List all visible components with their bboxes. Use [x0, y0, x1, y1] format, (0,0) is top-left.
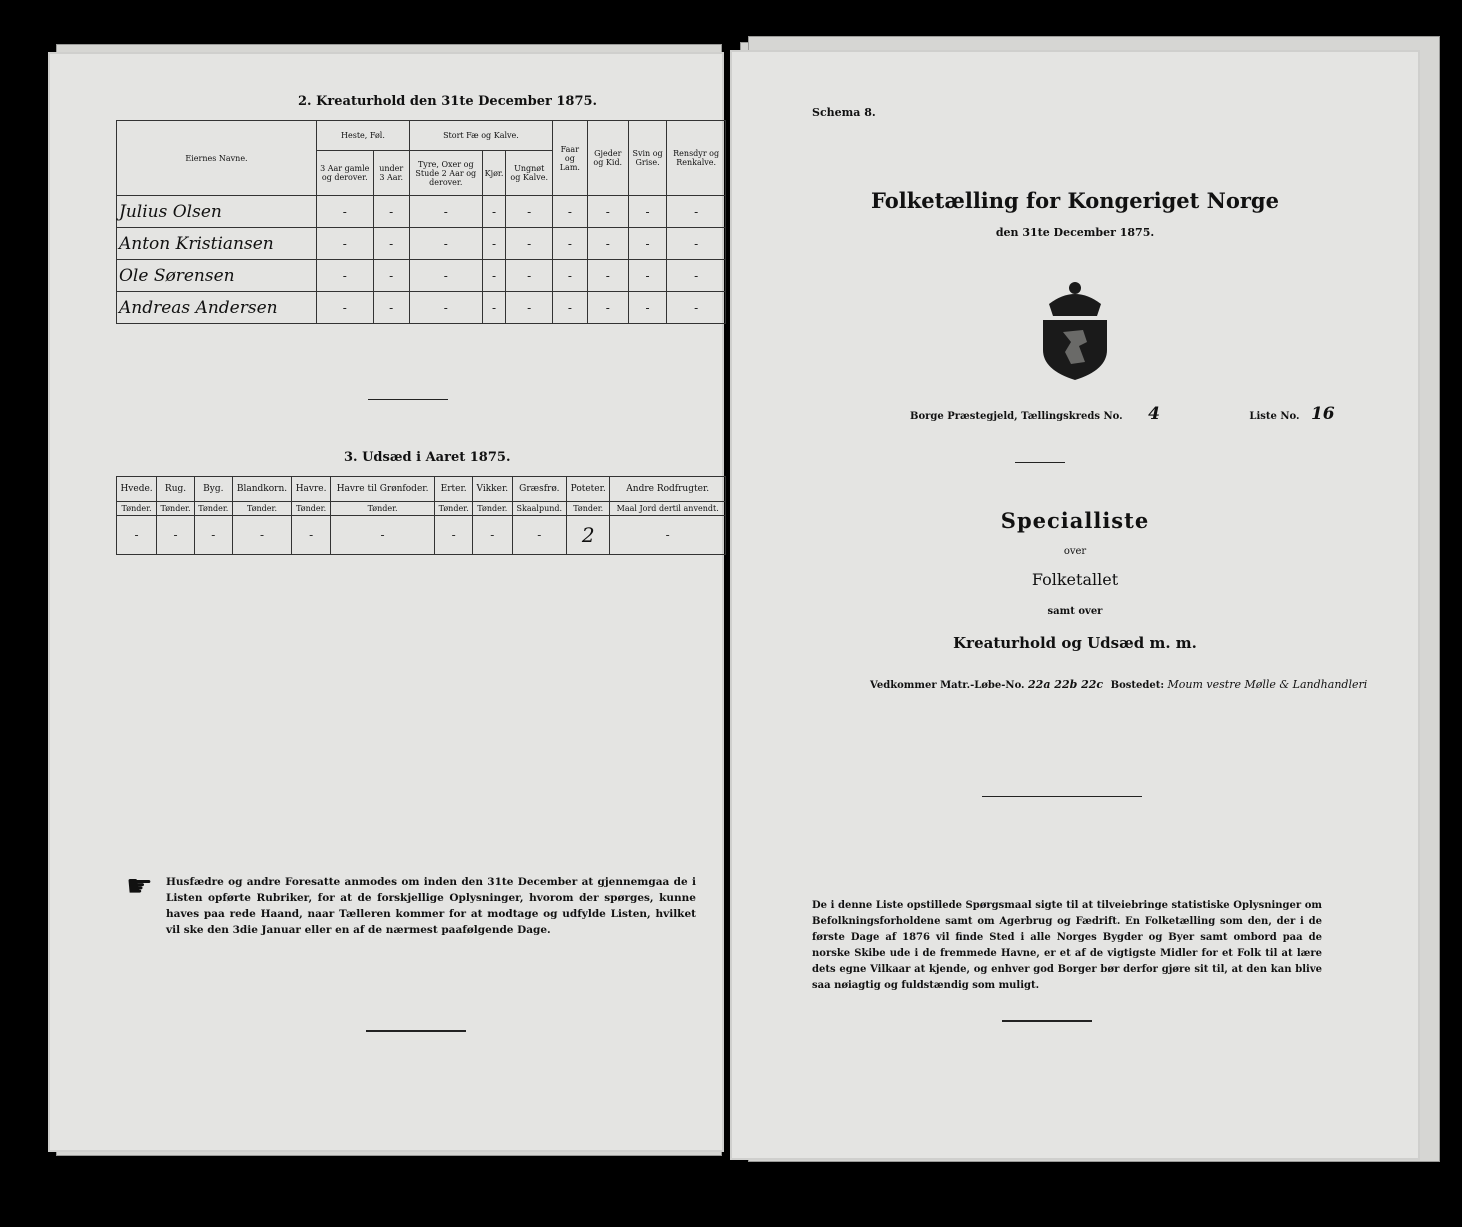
coat-of-arms-icon	[1035, 272, 1115, 382]
seed-unit-header: Tønder.	[157, 502, 195, 516]
livestock-rows	[117, 196, 726, 324]
livestock-count: -	[628, 196, 666, 228]
bulls-header: Tyre, Oxer og Stude 2 Aar og derover.	[409, 151, 482, 196]
right-page	[730, 50, 1420, 1160]
seed-unit-header: Tønder.	[435, 502, 473, 516]
livestock-count: -	[667, 292, 726, 324]
seed-unit-header: Tønder.	[292, 502, 331, 516]
seed-crop-header: Andre Rodfrugter.	[610, 477, 726, 502]
livestock-row	[117, 260, 726, 292]
livestock-table	[116, 120, 726, 324]
livestock-count: -	[373, 260, 409, 292]
list-label: Liste No.	[1249, 411, 1300, 422]
owner-name: Julius Olsen	[117, 196, 317, 228]
parish-label: Borge Præstegjeld, Tællingskreds No.	[910, 411, 1123, 422]
matr-value: 22a 22b 22c	[1028, 678, 1104, 691]
seed-unit-header: Tønder.	[330, 502, 434, 516]
livestock-count: -	[409, 260, 482, 292]
sheep-header: Faar og Lam.	[553, 121, 588, 196]
livestock-count: -	[317, 196, 374, 228]
seed-crop-header: Vikker.	[473, 477, 513, 502]
livestock-count: -	[587, 292, 628, 324]
livestock-row	[117, 292, 726, 324]
seed-amount: -	[512, 516, 566, 555]
horses-young-header: under 3 Aar.	[373, 151, 409, 196]
livestock-count: -	[553, 260, 588, 292]
census-explanation: De i denne Liste opstillede Spørgsmaal sigte til at tilveiebringe statistiske Oplysninger om Befolkningsforholdene samt om Agerbrug og Fædrift. En Folketælling som den, der i de første Dage af 1876 vil finde Sted i alle Norges Bygder og Byer samt ombord paa de norske Skibe ude i de fremmede Havne, er et af de vigtigste Midler for et Folk til at lære dets egne Vilkaar at kjende, og enhver god Borger bør derfor gjøre sit til, at den kan blive saa nøiagtig og fuldstændig som muligt.	[812, 900, 1322, 991]
seed-amount: -	[292, 516, 331, 555]
livestock-count: -	[409, 228, 482, 260]
schema-label: Schema 8.	[812, 106, 876, 119]
bostedet-value: Moum vestre Mølle & Landhandleri	[1167, 678, 1368, 691]
seed-unit-header: Tønder.	[473, 502, 513, 516]
seed-unit-header: Skaalpund.	[512, 502, 566, 516]
livestock-row	[117, 228, 726, 260]
seed-crop-header: Græsfrø.	[512, 477, 566, 502]
livestock-count: -	[373, 292, 409, 324]
seed-crop-header: Erter.	[435, 477, 473, 502]
seed-unit-header: Maal Jord dertil anvendt.	[610, 502, 726, 516]
specialliste-heading: Specialliste	[1000, 508, 1150, 533]
section-2-title: 2. Kreaturhold den 31te December 1875.	[298, 94, 598, 109]
horses-group-header: Heste, Føl.	[317, 121, 410, 151]
livestock-count: -	[482, 196, 506, 228]
livestock-count: -	[317, 260, 374, 292]
livestock-count: -	[553, 292, 588, 324]
young-cattle-header: Ungnøt og Kalve.	[506, 151, 553, 196]
pigs-header: Svin og Grise.	[628, 121, 666, 196]
over-text: over	[1063, 546, 1087, 557]
livestock-count: -	[409, 292, 482, 324]
livestock-count: -	[506, 228, 553, 260]
livestock-count: -	[317, 228, 374, 260]
seed-amount: 2	[567, 516, 610, 555]
seed-crop-header: Havre til Grønfoder.	[330, 477, 434, 502]
livestock-count: -	[506, 260, 553, 292]
seed-units-row	[117, 502, 726, 516]
livestock-count: -	[373, 228, 409, 260]
bostedet-label: Bostedet:	[1110, 680, 1165, 691]
cattle-group-header: Stort Fæ og Kalve.	[409, 121, 552, 151]
seed-unit-header: Tønder.	[194, 502, 232, 516]
seed-amount: -	[117, 516, 157, 555]
seed-crop-header: Havre.	[292, 477, 331, 502]
owner-name: Ole Sørensen	[117, 260, 317, 292]
seed-crop-header: Rug.	[157, 477, 195, 502]
samt-over-text: samt over	[1047, 606, 1103, 617]
census-subtitle: den 31te December 1875.	[995, 226, 1155, 239]
matr-line	[870, 678, 1367, 691]
livestock-count: -	[482, 260, 506, 292]
owner-name: Andreas Andersen	[117, 292, 317, 324]
livestock-count: -	[587, 196, 628, 228]
livestock-count: -	[506, 196, 553, 228]
livestock-count: -	[587, 260, 628, 292]
seed-table	[116, 476, 726, 555]
divider	[1015, 462, 1065, 463]
livestock-row	[117, 196, 726, 228]
divider	[982, 796, 1142, 797]
horses-old-header: 3 Aar gamle og derover.	[317, 151, 374, 196]
livestock-count: -	[506, 292, 553, 324]
livestock-count: -	[667, 196, 726, 228]
seed-unit-header: Tønder.	[117, 502, 157, 516]
seed-amount: -	[330, 516, 434, 555]
livestock-count: -	[553, 228, 588, 260]
livestock-count: -	[553, 196, 588, 228]
seed-amount: -	[435, 516, 473, 555]
divider	[1002, 1020, 1092, 1022]
seed-unit-header: Tønder.	[232, 502, 292, 516]
instruction-notice: Husfædre og andre Foresatte anmodes om inden den 31te December at gjennemgaa de i Listen opførte Rubriker, for at de forskjellige Oplysninger, hvorom der spørges, kunne haves paa rede Haand, naar Tælleren kommer for at modtage og udfylde Listen, hvilket vil ske den 3die Januar eller en af de nærmest paafølgende Dage.	[166, 876, 696, 936]
seed-crop-header: Hvede.	[117, 477, 157, 502]
left-page	[48, 52, 724, 1152]
seed-unit-header: Tønder.	[567, 502, 610, 516]
seed-amount: -	[473, 516, 513, 555]
livestock-count: -	[482, 292, 506, 324]
divider	[368, 399, 448, 400]
seed-header-row	[117, 477, 726, 502]
livestock-count: -	[628, 228, 666, 260]
livestock-count: -	[587, 228, 628, 260]
section-3-title: 3. Udsæd i Aaret 1875.	[344, 450, 511, 465]
parish-line	[910, 404, 1335, 424]
seed-amount: -	[194, 516, 232, 555]
kreaturhold-heading: Kreaturhold og Udsæd m. m.	[953, 634, 1197, 652]
livestock-count: -	[667, 228, 726, 260]
reindeer-header: Rensdyr og Renkalve.	[667, 121, 726, 196]
seed-amount: -	[232, 516, 292, 555]
seed-values-row	[117, 516, 726, 555]
livestock-count: -	[628, 260, 666, 292]
cows-header: Kjør.	[482, 151, 506, 196]
goats-header: Gjeder og Kid.	[587, 121, 628, 196]
livestock-count: -	[317, 292, 374, 324]
folketallet-heading: Folketallet	[1031, 570, 1119, 589]
list-number: 16	[1310, 404, 1335, 424]
livestock-count: -	[373, 196, 409, 228]
census-title: Folketælling for Kongeriget Norge	[871, 188, 1279, 213]
divider	[366, 1030, 466, 1032]
seed-amount: -	[610, 516, 726, 555]
owner-name: Anton Kristiansen	[117, 228, 317, 260]
seed-crop-header: Poteter.	[567, 477, 610, 502]
district-number: 4	[1148, 404, 1160, 424]
livestock-count: -	[409, 196, 482, 228]
seed-crop-header: Byg.	[194, 477, 232, 502]
seed-crop-header: Blandkorn.	[232, 477, 292, 502]
seed-amount: -	[157, 516, 195, 555]
matr-label: Vedkommer Matr.-Løbe-No.	[870, 680, 1025, 691]
owner-name-header: Eiernes Navne.	[117, 121, 317, 196]
livestock-count: -	[482, 228, 506, 260]
pointing-hand-icon: ☛	[126, 869, 153, 904]
livestock-count: -	[667, 260, 726, 292]
livestock-count: -	[628, 292, 666, 324]
